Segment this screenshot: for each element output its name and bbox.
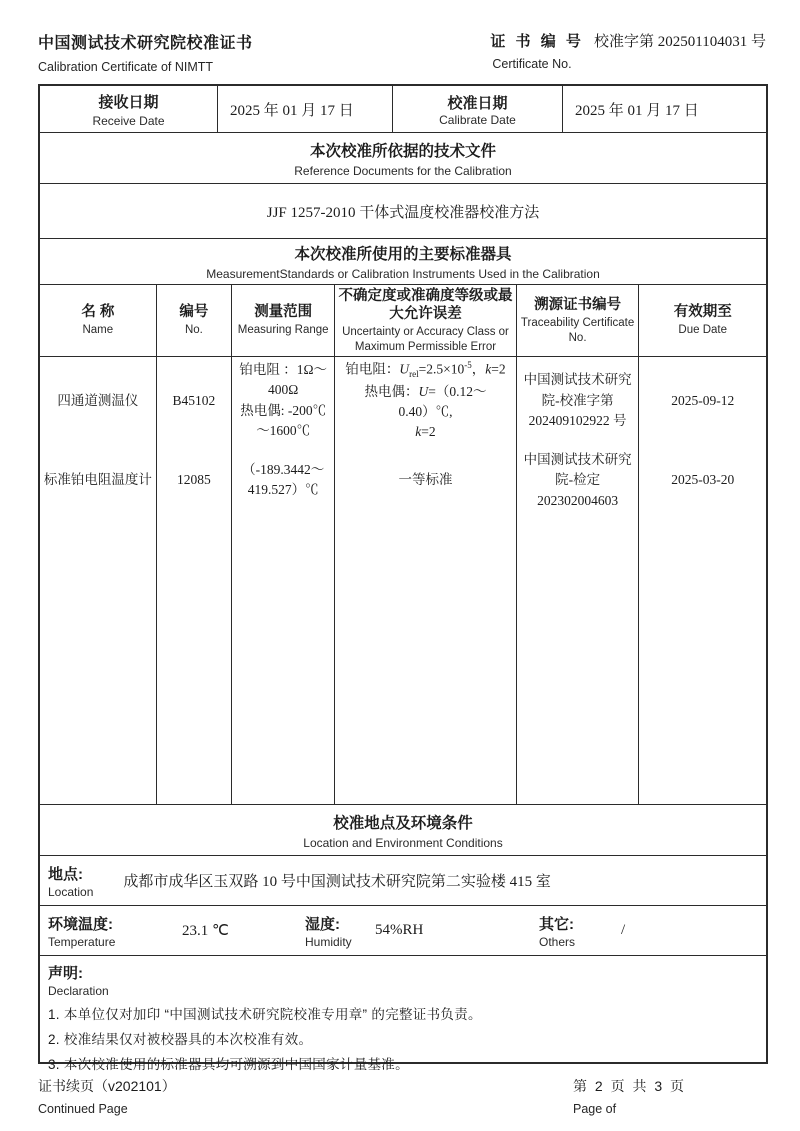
col-header-due <box>639 285 766 357</box>
instrument-2-traceability: 中国测试技术研究院-检定 202302004603 <box>516 444 639 516</box>
col-header-name-en: Name <box>82 324 114 337</box>
unc-prefix2: 热电偶： <box>364 383 419 399</box>
standards-table-wrap <box>40 284 766 804</box>
certificate-number-label: 证 书 编 号 <box>490 33 584 50</box>
declaration-section <box>40 955 766 1073</box>
reference-documents-title-cn: 本次校准所依据的技术文件 <box>309 142 496 160</box>
unc-symbol: U <box>399 361 410 377</box>
instrument-1-traceability: 中国测试技术研究院-校准字第 202409102922 号 <box>516 357 639 445</box>
empty-cell <box>156 516 232 804</box>
instrument-2-no: 12085 <box>156 444 232 516</box>
calibrate-date-value <box>562 86 766 132</box>
page-number-en: Page of <box>573 1102 617 1117</box>
declaration-item-2: 2. 校准结果仅对被校器具的本次校准有效。 <box>48 1032 313 1048</box>
document-title-block <box>38 30 253 74</box>
humidity-value: 54%RH <box>375 922 424 939</box>
calibrate-date-label-en: Calibrate Date <box>439 112 516 127</box>
col-header-traceability-cn: 溯源证书编号 <box>534 297 622 314</box>
receive-date-label-en: Receive Date <box>92 113 165 128</box>
location-label-en: Location <box>48 884 94 899</box>
instrument-1-name: 四通道测温仪 <box>40 357 156 445</box>
temperature-label <box>40 913 182 949</box>
certificate-number-label-en: Certificate No. <box>492 57 572 71</box>
certificate-number-value: 校准字第 202501104031 号 <box>594 34 766 50</box>
unc-k-symbol: k <box>485 361 492 377</box>
environment-row <box>40 905 766 955</box>
unc-symbol2: U <box>418 383 429 399</box>
declaration-item-3: 3. 本次校准使用的标准器具均可溯源到中国国家计量基准。 <box>48 1057 409 1073</box>
reference-documents-title-en: Reference Documents for the Calibration <box>294 163 512 178</box>
instrument-2-name: 标准铂电阻温度计 <box>40 444 156 516</box>
others-value: / <box>621 922 626 939</box>
receive-date-label-cn: 接收日期 <box>98 93 159 111</box>
certificate-number-block <box>490 30 768 71</box>
reference-document-text: JJF 1257-2010 干体式温度校准器校准方法 <box>266 204 540 221</box>
continued-page-label-cn: 证书续页（v202101） <box>38 1078 176 1095</box>
col-header-traceability-en: Traceability Certificate No. <box>520 317 635 344</box>
declaration-label-en: Declaration <box>48 984 109 999</box>
instrument-1-uncertainty <box>335 357 517 445</box>
unc-k-value: =2 <box>491 361 506 377</box>
unc-value: =2.5×10 <box>418 361 465 377</box>
location-value: 成都市成华区玉双路 10 号中国测试技术研究院第二实验楼 415 室 <box>123 874 551 891</box>
col-header-no <box>156 285 232 357</box>
col-header-range-en: Measuring Range <box>237 324 329 337</box>
footer-right <box>573 1076 768 1116</box>
document-title-cn: 中国测试技术研究院校准证书 <box>38 35 253 52</box>
col-header-traceability <box>516 285 639 357</box>
humidity-label-en: Humidity <box>305 934 352 949</box>
col-header-range-cn: 测量范围 <box>254 304 313 321</box>
humidity-label <box>297 913 375 949</box>
instrument-1-uncertainty-line3 <box>338 422 513 442</box>
location-label <box>40 863 93 899</box>
others-label-cn: 其它: <box>539 915 574 933</box>
page-number-cn: 第 2 页 共 3 页 <box>573 1078 687 1095</box>
humidity-label-cn: 湿度: <box>305 915 340 933</box>
table-row <box>40 357 766 445</box>
unc-prefix: 铂电阻： <box>345 361 400 377</box>
others-label-en: Others <box>539 934 576 949</box>
unc-k-value2: =2 <box>421 424 436 440</box>
empty-cell <box>639 516 766 804</box>
col-header-uncertainty-en: Uncertainty or Accuracy Class or Maximum Permissible Error <box>342 326 509 353</box>
unc-k-symbol2: k <box>415 424 422 440</box>
unc-separator: ， <box>471 361 486 377</box>
reference-documents-content <box>40 183 766 238</box>
receive-date-label <box>40 86 217 132</box>
empty-cell <box>232 516 335 804</box>
dates-row <box>40 86 766 132</box>
page-footer <box>38 1076 768 1116</box>
location-section-title-en: Location and Environment Conditions <box>303 835 503 850</box>
col-header-due-en: Due Date <box>678 324 727 337</box>
instrument-1-range-line1: 铂电阻 ：1Ω～400Ω <box>239 362 328 398</box>
col-header-no-cn: 编号 <box>179 304 209 321</box>
calibrate-date-label <box>392 86 562 132</box>
location-label-cn: 地点: <box>48 865 83 883</box>
standards-section-title-cn: 本次校准所使用的主要标准器具 <box>294 246 512 263</box>
calibrate-date-text: 2025 年 01 月 17 日 <box>575 102 699 119</box>
reference-documents-title <box>40 132 766 183</box>
col-header-uncertainty-cn: 不确定度或准确度等级或最大允许误差 <box>338 288 513 323</box>
instrument-1-range <box>232 357 335 445</box>
empty-cell <box>335 516 517 804</box>
declaration-label-cn: 声明: <box>48 965 83 983</box>
table-row <box>40 444 766 516</box>
unc-exponent: -5 <box>464 360 472 370</box>
standards-section-title <box>40 238 766 284</box>
receive-date-value <box>217 86 392 132</box>
unc-subscript: rel <box>409 369 419 380</box>
instrument-2-uncertainty: 一等标准 <box>335 444 517 516</box>
certificate-body-frame <box>38 84 768 1073</box>
footer-left <box>38 1076 176 1116</box>
instrument-1-range-line2: 热电偶: -200℃～1600℃ <box>240 402 327 438</box>
col-header-due-cn: 有效期至 <box>673 304 732 321</box>
temperature-value: 23.1 ℃ <box>182 923 229 940</box>
col-header-uncertainty <box>335 285 517 357</box>
location-section-title-cn: 校准地点及环境条件 <box>333 814 473 832</box>
standards-section-title-en: MeasurementStandards or Calibration Instruments Used in the Calibration <box>206 267 600 281</box>
empty-cell <box>40 516 156 804</box>
instrument-1-due-date: 2025-09-12 <box>639 357 766 445</box>
col-header-range <box>232 285 335 357</box>
empty-table-space <box>40 516 766 804</box>
continued-page-label-en: Continued Page <box>38 1102 128 1117</box>
location-row <box>40 855 766 905</box>
temperature-label-cn: 环境温度: <box>48 915 113 933</box>
col-header-name-cn: 名 称 <box>81 304 115 321</box>
instrument-1-no: B45102 <box>156 357 232 445</box>
temperature-label-en: Temperature <box>48 934 116 949</box>
col-header-no-en: No. <box>184 324 203 337</box>
receive-date-text: 2025 年 01 月 17 日 <box>230 102 354 119</box>
empty-cell <box>516 516 639 804</box>
instrument-2-due-date: 2025-03-20 <box>639 444 766 516</box>
certificate-number-line <box>490 30 766 51</box>
calibrate-date-label-cn: 校准日期 <box>447 94 508 112</box>
location-section-title <box>40 804 766 855</box>
document-header <box>38 30 768 82</box>
declaration-item-1: 1. 本单位仅对加印 “中国测试技术研究院校准专用章” 的完整证书负责。 <box>48 1007 482 1023</box>
instrument-1-uncertainty-line1 <box>338 359 513 382</box>
col-header-name <box>40 285 156 357</box>
instrument-2-range: （-189.3442～419.527）℃ <box>232 444 335 516</box>
unc-value2: =（0.12～0.40）℃, <box>398 383 487 419</box>
standards-header-row <box>40 285 766 357</box>
others-label <box>531 913 581 949</box>
document-title-en: Calibration Certificate of NIMTT <box>38 60 214 74</box>
standards-table <box>40 285 766 804</box>
instrument-1-uncertainty-line2 <box>338 382 513 423</box>
